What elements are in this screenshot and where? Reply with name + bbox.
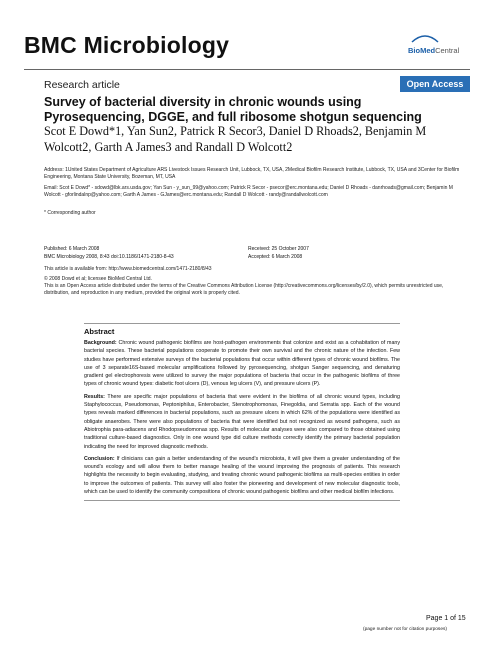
copyright-line: © 2008 Dowd et al; licensee BioMed Central Ltd. — [44, 276, 152, 282]
abstract-box — [84, 323, 400, 501]
accepted-date: Accepted: 6 March 2008 — [248, 254, 303, 260]
published-date: Published: 6 March 2008 — [44, 246, 100, 252]
availability-link[interactable]: This article is available from: http://www.biomedcentral.com/1471-2180/8/43 — [44, 266, 212, 272]
review-dates — [248, 245, 309, 261]
logo-suffix: Central — [435, 46, 460, 55]
abstract-conclusion — [84, 455, 400, 496]
abstract-background — [84, 339, 400, 389]
conclusion-label: Conclusion: — [84, 455, 115, 462]
affiliations: Address: 1United States Department of Agriculture ARS Livestock Issues Research Unit, Lubbock, TX, USA, 2Medical Biofilm Research Institute, Lubbock, TX, USA and 3Center for Biofilm Engineering, Montana State University, Bozeman, MT, USA — [44, 167, 460, 181]
citation: BMC Microbiology 2008, 8:43 doi:10.1186/1471-2180-8-43 — [44, 254, 174, 260]
background-text: Chronic wound pathogenic biofilms are host-pathogen environments that colonize and exist as a cohabitation of many bacterial species. These bacterial populations cooperate to promote their own survival and the chronic nature of the infection. Few studies have performed extensive surveys of the bacterial populations that occur within different types of chronic wound biofilms. The use of 3 separate16S-based molecular amplifications followed by pyrosequencing, shotgun Sanger sequencing, and denaturing gradient gel electrophoresis were utilized to survey the major populations of bacteria that occur in the pathogenic biofilms of three types of chronic wound types: diabetic foot ulcers (D), venous leg ulcers (V), and pressure ulcers (P). — [84, 340, 400, 388]
author-list: Scot E Dowd*1, Yan Sun2, Patrick R Secor3, Daniel D Rhoads2, Benjamin M Wolcott2, Garth A James3 and Randall D Wolcott2 — [44, 124, 427, 154]
journal-title: BMC Microbiology — [24, 32, 230, 58]
abstract-heading: Abstract — [84, 327, 115, 336]
logo-brand: BioMed — [408, 46, 436, 55]
header-rule — [24, 69, 470, 70]
page-number: Page 1 of 15 — [426, 615, 466, 622]
results-text: There are specific major populations of bacteria that were evident in the biofilms of all chronic wound types, including Staphylococcus, Pseudomonas, Peptoniphilus, Enterobacter, Stenotrophomonas, Finegoldia, and Serratia spp. Each of the wound types reveals marked differences in bacterial populations, such as pressure ulcers in which 62% of the populations were identified as obligate anaerobes. There were also populations of bacteria that were identified but not recognized as wound pathogens, such as Abiotrophia para-adiacens and Rhodopseudomonas spp. Results of molecular analyses were also compared to those obtained using traditional culture-based diagnostics. Only in one wound type did culture methods correctly identify the primary bacterial population indicating the need for improved diagnostic methods. — [84, 393, 400, 450]
publisher-logo — [408, 40, 472, 58]
results-label: Results: — [84, 393, 105, 400]
page-number-note: (page number not for citation purposes) — [363, 627, 447, 632]
logo-arc-icon — [410, 33, 440, 43]
article-type: Research article — [44, 79, 120, 91]
corresponding-note: * Corresponding author — [44, 210, 96, 216]
abstract-results — [84, 393, 400, 451]
author-emails[interactable]: Email: Scot E Dowd* - sdowd@lbk.ars.usda.gov; Yan Sun - y_sun_99@yahoo.com; Patrick R Secor - psecor@erc.montana.edu; Daniel D Rhoads - danrhoads@gmail.com; Benjamin M Wolcott - gforlindalnp@yahoo.com; Garth A James - GJames@erc.montana.edu; Randall D Wolcott - randy@randallwolcott.com — [44, 185, 453, 199]
background-label: Background: — [84, 340, 117, 346]
received-date: Received: 25 October 2007 — [248, 246, 309, 252]
publication-info — [44, 245, 174, 261]
open-access-badge[interactable]: Open Access — [400, 76, 470, 92]
license-text: This is an Open Access article distributed under the terms of the Creative Commons Attribution License (http://creativecommons.org/licenses/by/2.0), which permits unrestricted use, distribution, and reproduction in any medium, provided the original work is properly cited. — [44, 283, 444, 297]
article-title: Survey of bacterial diversity in chronic wounds using Pyrosequencing, DGGE, and full ribosome shotgun sequencing — [44, 95, 422, 124]
conclusion-text: If clinicians can gain a better understanding of the wound's microbiota, it will give them a greater understanding of the wound's ecology and will allow them to better manage healing of the wound improving the prognosis of patients. This research highlights the necessity to begin evaluating, studying, and treating chronic wound pathogenic biofilms as multi-species entities in order to improve the outcomes of patients. This survey will also foster the pioneering and development of new molecular diagnostic tools, which can be used to identify the community compositions of chronic wound pathogenic biofilms and other medical biofilm infections. — [84, 455, 400, 496]
